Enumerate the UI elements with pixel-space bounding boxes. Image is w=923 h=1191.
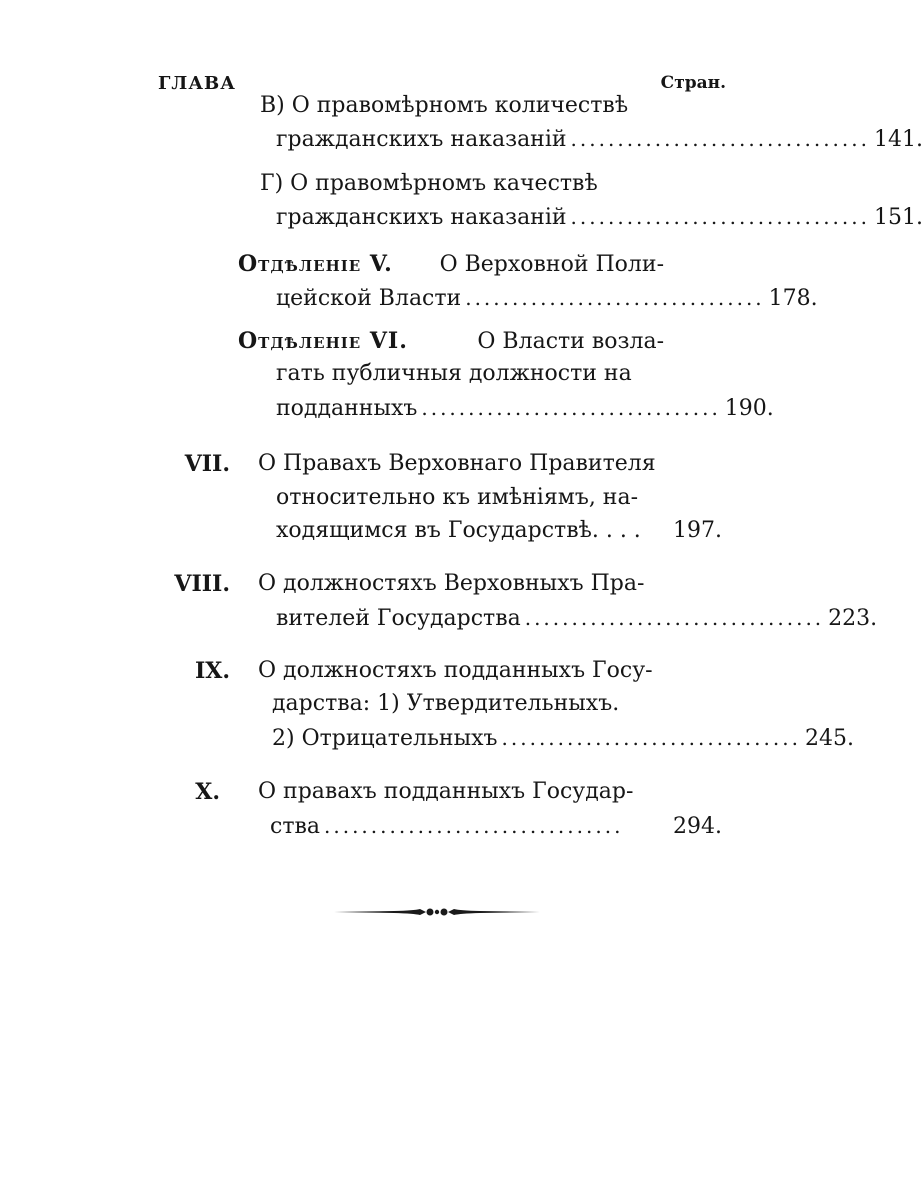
dot-leader: ................................ [570,205,870,229]
toc-chapter-ix-line1: О должностяхъ подданныхъ Госу- [258,658,653,683]
toc-chapter-x-line1: О правахъ подданныхъ Государ- [258,779,634,804]
chapter-number: IX. [194,658,230,684]
chapter-number: VIII. [174,571,230,597]
header-page-label: Стран. [660,73,726,93]
toc-entry-g-line1: Г) О правомѣрномъ качествѣ [260,171,598,196]
toc-entry-b-line1: В) О правомѣрномъ количествѣ [260,93,629,118]
page-number: 178. [768,286,818,311]
page-number: 294. [673,814,722,839]
dot-leader: ................................ [524,606,825,630]
toc-chapter-ix-line2: дарства: 1) Утвердительныхъ. [272,691,620,716]
dot-leader: ................................ [465,286,765,310]
toc-chapter-viii-line2: вителей Государства ................................ 223. [276,602,722,635]
section-label: Отдѣленіе V. [238,251,393,277]
chapter-number: X. [195,779,220,805]
toc-entry-g-line2: гражданскихъ наказаній ................................ 151. [276,201,722,234]
page-number: 245. [804,726,854,751]
toc-entry-b-line2: гражданскихъ наказаній ................................ 141. [276,123,722,156]
page-number: 197. [673,518,722,543]
toc-section-vi-line2: гать публичныя должности на [276,361,632,386]
toc-chapter-viii-line1: О должностяхъ Верховныхъ Пра- [258,571,645,596]
toc-section-vi-line3: подданныхъ ................................ 190. [276,392,722,425]
dot-leader: ................................ [421,396,721,420]
dot-leader: ................................ [501,726,801,750]
toc-section-v-line1: Отдѣленіе V. О Верховной Поли- [238,248,664,281]
toc-section-vi-line1: Отдѣленіе VI. О Власти возла- [238,325,664,358]
page-number: 190. [724,396,774,421]
toc-chapter-vii-line3: ходящимся въ Государствѣ. . . . 197. [276,515,722,547]
section-label: Отдѣленіе VI. [238,328,408,354]
toc-chapter-ix-line3: 2) Отрицательныхъ ................................ 245. [272,722,722,755]
toc-section-v-line2: цейской Власти ................................ 178. [276,282,722,315]
page-number: 151. [873,205,923,230]
header-chapter-label: ГЛАВА [158,73,236,94]
dot-leader: ................................ [324,814,624,838]
dot-leader: ................................ [570,127,870,151]
page-number: 223. [828,606,878,631]
chapter-number: VII. [184,451,230,477]
ornament-rule-icon [334,902,540,922]
page-number: 141. [873,127,923,152]
toc-chapter-vii-line1: О Правахъ Верховнаго Правителя [258,451,656,476]
toc-chapter-x-line2: ства ................................ 294. [270,810,722,843]
toc-chapter-vii-line2: относительно къ имѣніямъ, на- [276,485,639,510]
